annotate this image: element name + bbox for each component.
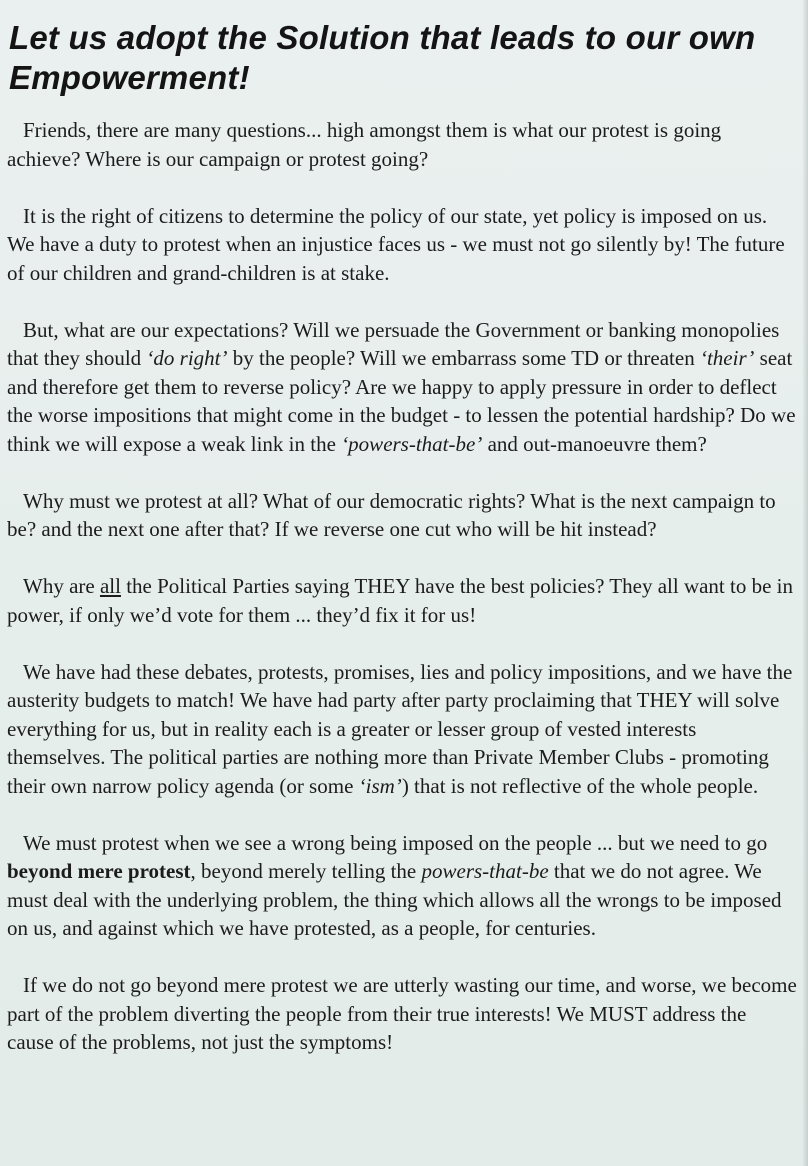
paragraph-7-text-1: We must protest when we see a wrong being imposed on the people ... but we need to go [23, 830, 768, 855]
paragraph-4: Why must we protest at all? What of our democratic rights? What is the next campaign to be? and the next one after that? If we reverse one cut who will be hit instead? [7, 488, 776, 541]
paragraph-3-emphasis-their: ‘their’ [699, 346, 755, 370]
paragraph-3-text-4: and out-manoeuvre them? [482, 431, 707, 456]
paragraph-6 [7, 658, 797, 801]
paragraph-7-text-3: that we do not agree. We must deal with the underlying problem, the thing which allows all the wrongs to be imposed on us, and against which we have protested, as a people, for centuries. [7, 859, 782, 940]
paragraph-5-text-2: the Political Parties saying THEY have the best policies? They all want to be in power, if only we’d vote for them ... they’d fix it for us! [7, 574, 794, 627]
paragraph-7-emphasis-powers-that-be: powers-that-be [421, 859, 549, 883]
paragraph-3-emphasis-powers-that-be: ‘powers-that-be’ [341, 431, 483, 456]
paragraph-3-text-1: But, what are our expectations? Will we persuade the Government or banking monopolies that they should [7, 317, 780, 370]
paragraph-1: Friends, there are many questions... high amongst them is what our protest is going achieve? Where is our campaign or protest going? [7, 118, 722, 171]
page-edge-shadow [802, 0, 808, 1166]
paragraph-5-text-1: Why are [23, 574, 100, 598]
headline: Let us adopt the Solution that leads to our own Empowerment! [9, 19, 756, 96]
paragraph-7 [7, 829, 797, 943]
paragraph-5 [7, 572, 797, 629]
paragraph-6-text-1: We have had these debates, protests, promises, lies and policy impositions, and we have the austerity budgets to match! We have had party after party proclaiming that THEY will solve everything for us, but in reality each is a greater or lesser group of vested interests themselves. The political parties are nothing more than Private Member Clubs - promoting their own narrow policy agenda (or some [7, 659, 793, 798]
paragraph-3 [7, 316, 797, 459]
paragraph-7-bold-beyond-mere-protest: beyond mere protest [7, 859, 191, 883]
paragraph-3-text-3: seat and therefore get them to reverse policy? Are we happy to apply pressure in order to deflect the worse impositions that might come in the budget - to lessen the potential hardship? Do we think we will expose a weak link in the [7, 346, 796, 456]
paragraph-5-underline-all: all [99, 574, 121, 598]
paragraph-6-emphasis-ism: ‘ism’ [358, 773, 402, 798]
paragraph-7-text-2: , beyond merely telling the [190, 859, 422, 883]
paragraph-6-text-2: ) that is not reflective of the whole people. [401, 773, 759, 798]
paragraph-3-text-2: by the people? Will we embarrass some TD or threaten [227, 346, 700, 370]
paragraph-8: If we do not go beyond mere protest we are utterly wasting our time, and worse, we become part of the problem diverting the people from their true interests! We MUST address the cause of the problems, not just the symptoms! [7, 973, 797, 1054]
paragraph-3-emphasis-do-right: ‘do right’ [146, 346, 228, 370]
paragraph-2: It is the right of citizens to determine the policy of our state, yet policy is imposed on us. We have a duty to protest when an injustice faces us - we must not go silently by! The future of our children and grand-children is at stake. [7, 203, 785, 285]
article-body [7, 116, 797, 1057]
